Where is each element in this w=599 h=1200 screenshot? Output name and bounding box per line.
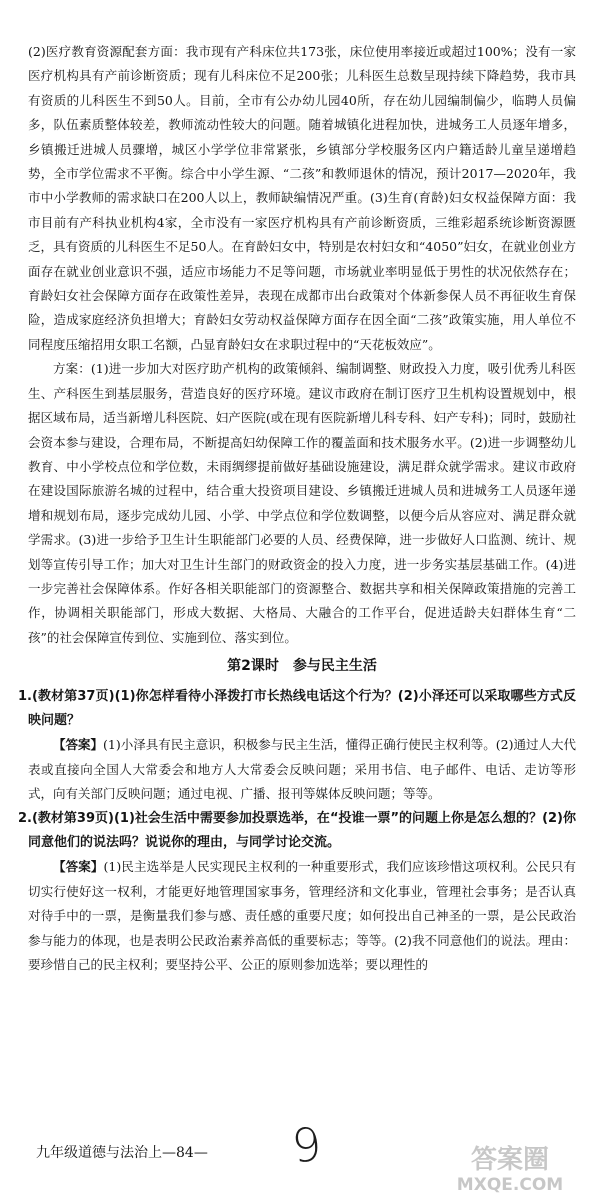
- answer-label: 【答案】: [53, 737, 104, 753]
- question-number: 2.: [18, 810, 32, 826]
- paragraph-solutions: 方案：(1)进一步加大对医疗助产机构的政策倾斜、编制调整、财政投入力度，吸引优秀儿科医生、产科医生到基层服务，营造良好的医疗环境。建议市政府在制订医疗卫生机构设置规划中，根据区域布局，适当新增儿科医院、妇产医院(或在现有医院新增儿科专科、妇产专科)；同时，鼓励社会资本参与建设，合理布局，不断提高妇幼保障工作的覆盖面和技术服务水平。(2)进一步调整幼儿教育、中小学校点位和学位数，未雨绸缪提前做好基础设施建设，满足群众就学需求。建议市政府在建设国际旅游名城的过程中，结合重大投资项目建设、乡镇搬迁进城人员和进城务工人员逐年递增和规划布局，逐步完成幼儿园、小学、中学点位和学位数调整，以便今后从容应对、满足群众就学需求。(3)进一步给予卫生计生职能部门必要的人员、经费保障，进一步做好人口监测、统计、规划等宣传引导工作；加大对卫生计生部门的财政资金的投入力度，进一步务实基层基础工作。(4)进一步完善社会保障体系。作好各相关职能部门的资源整合、数据共享和相关保障政策措施的完善工作，协调相关职能部门，形成大数据、大格局、大融合的工作平台，促进适龄夫妇群体生育“二孩”的社会保障宣传到位、实施到位、落实到位。: [28, 361, 576, 645]
- watermark-bottom-text: MXQE.COM: [456, 1175, 564, 1195]
- answer-text: (1)民主选举是人民实现民主权利的一种重要形式，我们应该珍惜这项权利。公民只有切实行使好这一权利，才能更好地管理国家事务，管理经济和文化事业，管理社会事务；是否认真对待手中的一票，是衡量我们参与感、责任感的重要尺度；如何投出自己神圣的一票，是公民政治参与能力的体现，也是表明公民政治素养高低的重要标志；等等。(2)我不同意他们的说法。理由：要珍惜自己的民主权利；要坚持公平、公正的原则参加选举；要以理性的: [28, 859, 576, 973]
- watermark-logo: [435, 1138, 585, 1196]
- question-number: 1.: [18, 688, 32, 704]
- question-1: [18, 685, 576, 807]
- question-text: (教材第39页)(1)社会生活中需要参加投票选举，在“投谁一票”的问题上你是怎么想的？(2)你同意他们的说法吗？说说你的理由，与同学讨论交流。: [28, 810, 576, 850]
- watermark-top-text: 答案圈: [470, 1145, 550, 1175]
- question-text: (教材第37页)(1)你怎样看待小泽拨打市长热线电话这个行为？(2)小泽还可以采取哪些方式反映问题？: [28, 688, 576, 728]
- question-2: [18, 807, 576, 978]
- lesson-title: 第2课时 参与民主生活: [227, 658, 377, 675]
- answer-label: 【答案】: [53, 859, 104, 875]
- page-footer: 九年级道德与法治上—84—: [36, 1145, 208, 1161]
- paragraph-medical-education: (2)医疗教育资源配套方面：我市现有产科床位共173张，床位使用率接近或超过100%；没有一家医疗机构具有产前诊断资质；现有儿科床位不足200张；儿科医生总数呈现持续下降趋势，我市具有资质的儿科医生不到50人。目前，全市有公办幼儿园40所，存在幼儿园编制偏少，临聘人员偏多，队伍素质整体较差，教师流动性较大的问题。随着城镇化进程加快，进城务工人员逐年增多，乡镇搬迁进城人员骤增，城区小学学位非常紧张，乡镇部分学校服务区内户籍适龄儿童呈递增趋势，全市学位需求不平衡。综合中小学生源、“二孩”和教师退休的情况，预计2017—2020年，我市中小学教师的需求缺口在200人以上，教师缺编情况严重。(3)生育(育龄)妇女权益保障方面：我市目前有产科执业机构4家，全市没有一家医疗机构具有产前诊断资质，三维彩超系统诊断资源匮乏，具有资质的儿科医生不足50人。在育龄妇女中，特别是农村妇女和“4050”妇女，在就业创业方面存在就业创业意识不强，适应市场能力不足等问题，市场就业率明显低于男性的状况依然存在；育龄妇女社会保障方面存在政策性差异，表现在成都市出台政策对个体新参保人员不再征收生育保险，造成家庭经济负担增大；育龄妇女劳动权益保障方面存在因全面“二孩”政策实施，用人单位不同程度压缩招用女职工名额，凸显育龄妇女在求职过程中的“天花板效应”。: [28, 44, 576, 352]
- answer-text: (1)小泽具有民主意识，积极参与民主生活，懂得正确行使民主权利等。(2)通过人大代表或直接向全国人大常委会和地方人大常委会反映问题；采用书信、电子邮件、电话、走访等形式，向有关部门反映问题；通过电视、广播、报刊等媒体反映问题；等等。: [28, 737, 576, 802]
- handwritten-mark: 9: [289, 1116, 325, 1174]
- page-content: [18, 40, 576, 977]
